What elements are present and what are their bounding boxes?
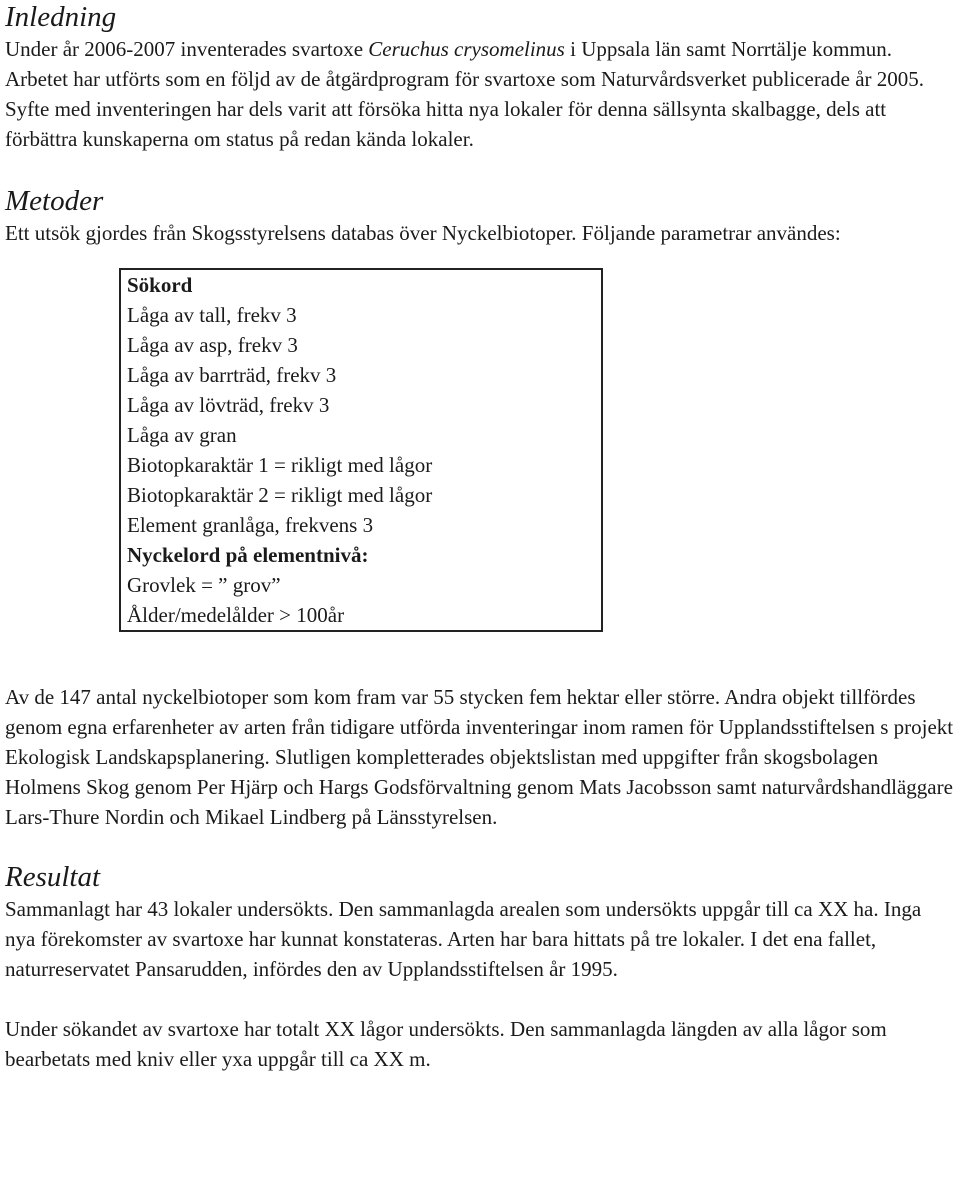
parameter-table-cell: Nyckelord på elementnivå: bbox=[127, 543, 369, 567]
parameter-table-cell: Sökord bbox=[127, 273, 193, 297]
heading-inledning: Inledning bbox=[5, 1, 117, 33]
intro-text-start: Under år 2006-2007 inventerades svartoxe bbox=[5, 37, 369, 61]
parameter-table-cell: Element granlåga, frekvens 3 bbox=[127, 513, 374, 537]
parameter-table-cell: Ålder/medelålder > 100år bbox=[127, 603, 345, 627]
parameter-table-wrapper bbox=[119, 268, 954, 632]
methods-paragraph-after-table: Av de 147 antal nyckelbiotoper som kom fram var 55 stycken fem hektar eller större. Andra objekt tillfördes genom egna erfarenheter av arten från tidigare utförda inventeringar inom ramen för Upplandsstiftelsen s projekt Ekologisk Landskapsplanering. Slutligen kompletterades objektslistan med uppgifter från skogsbolagen Holmens Skog genom Per Hjärp och Hargs Godsförvaltning genom Mats Jacobsson samt naturvårdshandläggare Lars-Thure Nordin och Mikael Lindberg på Länsstyrelsen. bbox=[5, 685, 954, 829]
parameter-table-row bbox=[120, 269, 602, 300]
results-paragraph-2: Under sökandet av svartoxe har totalt XX lågor undersökts. Den sammanlagda längden av alla lågor som bearbetats med kniv eller yxa uppgår till ca XX m. bbox=[5, 1017, 887, 1071]
results-paragraph-1: Sammanlagt har 43 lokaler undersökts. Den sammanlagda arealen som undersökts uppgår till ca XX ha. Inga nya förekomster av svartoxe har kunnat konstateras. Arten har bara hittats på tre lokaler. I det ena fallet, naturreservatet Pansarudden, infördes den av Upplandsstiftelsen år 1995. bbox=[5, 897, 922, 981]
parameter-table-row bbox=[120, 450, 602, 480]
intro-paragraph bbox=[5, 34, 954, 154]
parameter-table-body bbox=[120, 269, 602, 631]
parameter-table-cell: Grovlek = ” grov” bbox=[127, 573, 281, 597]
parameter-table-row bbox=[120, 420, 602, 450]
parameter-table-row bbox=[120, 540, 602, 570]
parameter-table-row bbox=[120, 510, 602, 540]
intro-text-end: i Uppsala län samt Norrtälje kommun. Arbetet har utförts som en följd av de åtgärdprogram för svartoxe som Naturvårdsverket publicerade år 2005. Syfte med inventeringen har dels varit att försöka hitta nya lokaler för denna sällsynta skalbagge, dels att förbättra kunskaperna om status på redan kända lokaler. bbox=[5, 37, 925, 151]
species-name: Ceruchus crysomelinus bbox=[368, 37, 565, 61]
parameter-table bbox=[119, 268, 603, 632]
parameter-table-cell: Låga av gran bbox=[127, 423, 237, 447]
parameter-table-cell: Biotopkaraktär 1 = rikligt med lågor bbox=[127, 453, 433, 477]
parameter-table-row bbox=[120, 330, 602, 360]
heading-metoder: Metoder bbox=[5, 185, 104, 217]
parameter-table-row bbox=[120, 300, 602, 330]
parameter-table-cell: Låga av tall, frekv 3 bbox=[127, 303, 297, 327]
parameter-table-row bbox=[120, 390, 602, 420]
heading-resultat: Resultat bbox=[5, 861, 101, 893]
parameter-table-row bbox=[120, 360, 602, 390]
parameter-table-cell: Låga av lövträd, frekv 3 bbox=[127, 393, 330, 417]
parameter-table-row bbox=[120, 480, 602, 510]
parameter-table-cell: Biotopkaraktär 2 = rikligt med lågor bbox=[127, 483, 433, 507]
parameter-table-row bbox=[120, 570, 602, 600]
parameter-table-row bbox=[120, 600, 602, 631]
parameter-table-cell: Låga av barrträd, frekv 3 bbox=[127, 363, 337, 387]
methods-intro-paragraph: Ett utsök gjordes från Skogsstyrelsens databas över Nyckelbiotoper. Följande parametrar användes: bbox=[5, 221, 841, 245]
parameter-table-cell: Låga av asp, frekv 3 bbox=[127, 333, 298, 357]
